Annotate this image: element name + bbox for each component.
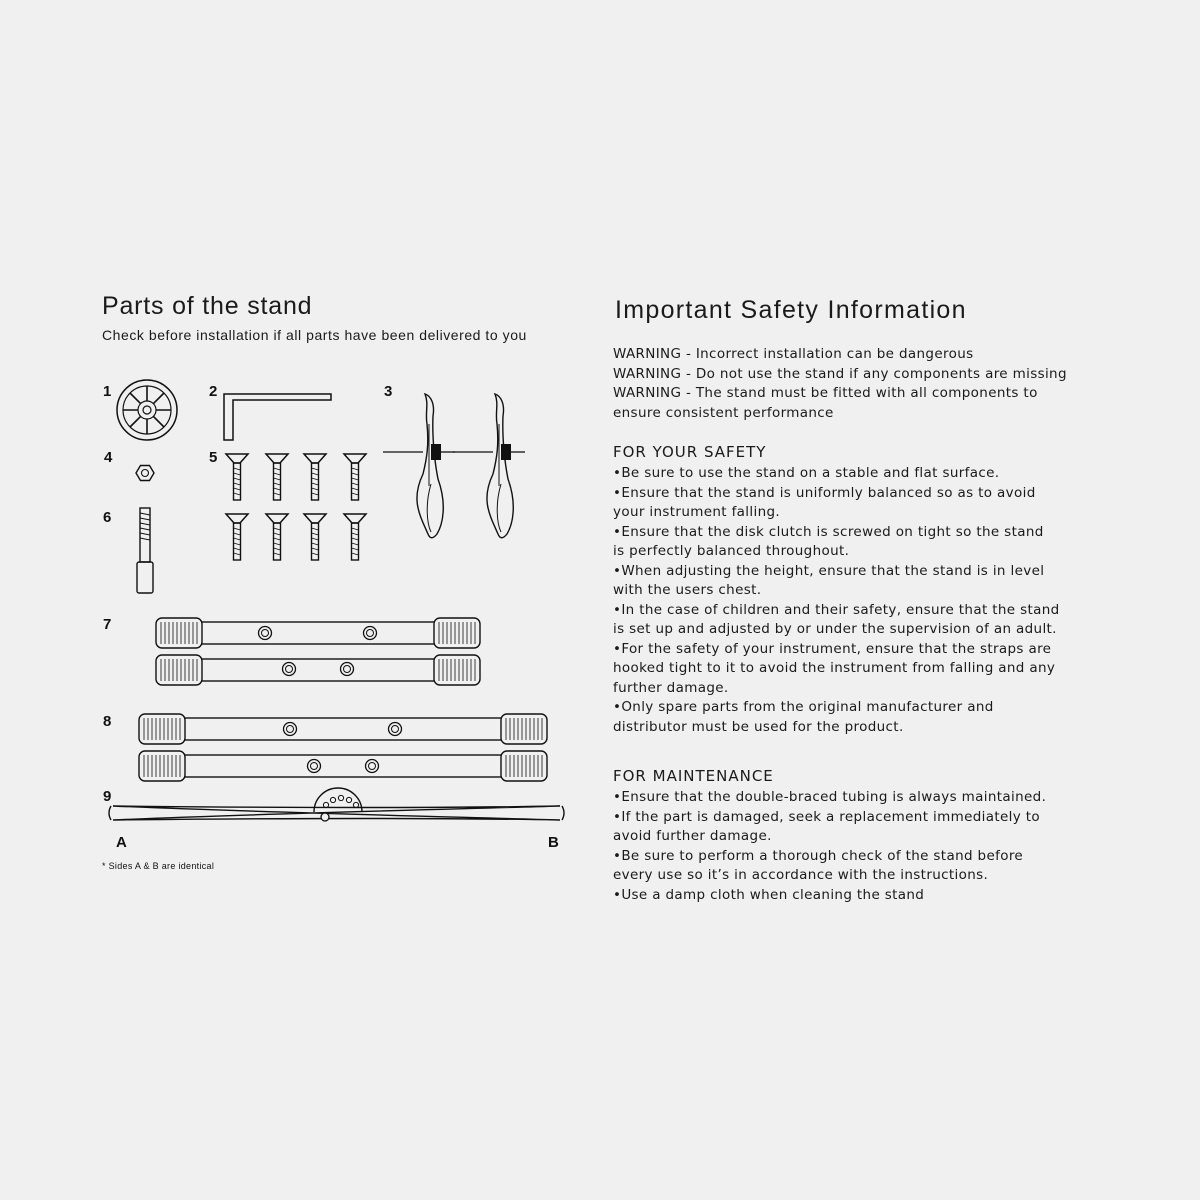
safety-line: hooked tight to it to avoid the instrument from falling and any [613, 660, 1056, 676]
safety-line: •In the case of children and their safety, ensure that the stand [613, 601, 1060, 618]
safety-line: distributor must be used for the product. [613, 718, 904, 735]
maintenance-line: •Be sure to perform a thorough check of the stand before [613, 847, 1024, 864]
for-your-safety-list [613, 464, 1060, 737]
safety-line: further damage. [613, 679, 729, 696]
threaded-rod-illustration [137, 508, 153, 593]
main-frame-illustration [109, 788, 564, 821]
part-number-6: 6 [103, 509, 112, 526]
safety-line: with the users chest. [613, 582, 762, 598]
safety-line: •Only spare parts from the original manufacturer and [613, 699, 994, 715]
screws-illustration [226, 454, 366, 560]
part-number-4: 4 [104, 449, 113, 466]
maintenance-line: every use so it’s in accordance with the instructions. [613, 867, 989, 883]
disk-clutch-illustration [117, 380, 177, 440]
for-maintenance-list [613, 788, 1046, 905]
safety-line: your instrument falling. [613, 504, 781, 520]
warnings-list [613, 345, 1067, 423]
safety-line: is set up and adjusted by or under the supervision of an adult. [613, 621, 1057, 637]
warning-line: WARNING - Incorrect installation can be dangerous [613, 346, 974, 362]
for-your-safety-heading: FOR YOUR SAFETY [613, 443, 767, 461]
long-braces-illustration [139, 714, 547, 781]
short-braces-illustration [156, 618, 480, 685]
warning-line: WARNING - The stand must be fitted with all components to [613, 385, 1038, 401]
safety-line: •Ensure that the disk clutch is screwed on tight so the stand [613, 523, 1044, 540]
safety-line: •For the safety of your instrument, ensure that the straps are [613, 640, 1052, 657]
maintenance-line: •If the part is damaged, seek a replacement immediately to [613, 808, 1041, 825]
maintenance-line: •Use a damp cloth when cleaning the stand [613, 886, 925, 903]
allen-key-illustration [224, 394, 331, 440]
part-number-2: 2 [209, 383, 218, 400]
warning-line: ensure consistent performance [613, 404, 834, 421]
for-maintenance-heading: FOR MAINTENANCE [613, 767, 774, 785]
safety-line: is perfectly balanced throughout. [613, 543, 850, 559]
strap-hooks-illustration [383, 394, 525, 538]
safety-line: •Be sure to use the stand on a stable and flat surface. [613, 465, 1000, 481]
hex-nut-illustration [136, 466, 154, 481]
safety-line: •Ensure that the stand is uniformly balanced so as to avoid [613, 484, 1036, 501]
side-b-label: B [548, 834, 559, 851]
parts-title: Parts of the stand [102, 292, 313, 320]
parts-subtitle: Check before installation if all parts have been delivered to you [102, 327, 527, 343]
part-number-3: 3 [384, 383, 393, 400]
safety-title: Important Safety Information [615, 296, 967, 324]
side-a-label: A [116, 834, 127, 851]
part-number-1: 1 [103, 383, 112, 400]
part-number-9: 9 [103, 788, 112, 805]
warning-line: WARNING - Do not use the stand if any components are missing [613, 365, 1067, 382]
maintenance-line: avoid further damage. [613, 828, 772, 844]
sides-footnote: * Sides A & B are identical [102, 861, 215, 871]
safety-line: •When adjusting the height, ensure that the stand is in level [613, 562, 1045, 579]
part-number-5: 5 [209, 449, 218, 466]
part-number-7: 7 [103, 616, 112, 633]
part-number-8: 8 [103, 713, 112, 730]
maintenance-line: •Ensure that the double-braced tubing is always maintained. [613, 789, 1047, 805]
